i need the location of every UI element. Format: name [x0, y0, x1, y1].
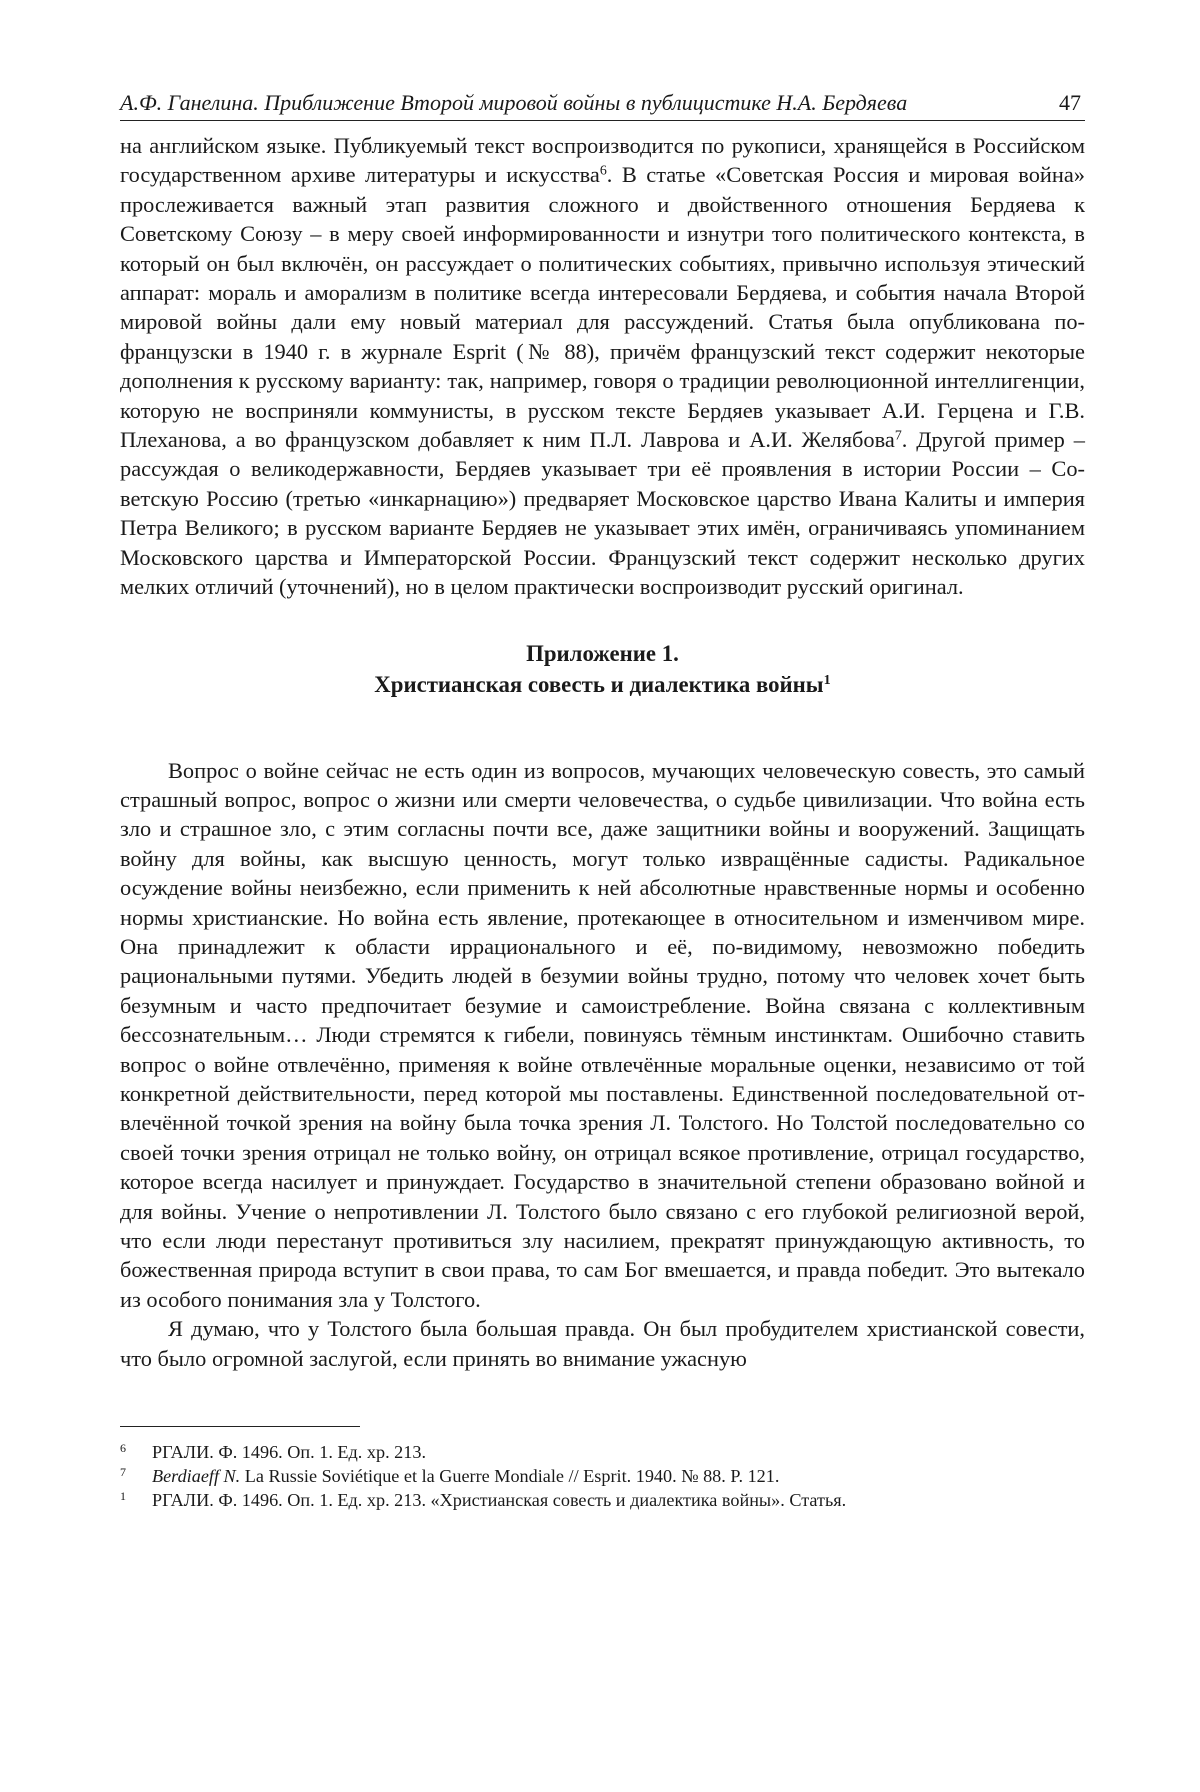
footnote-mark: 1 — [120, 1488, 126, 1503]
intro-text-3: . Другой пример – рассуждая о великодержавности, Бердяев указывает три её проявления в истории России – Советскую Россию (третью «инкарнацию») предваряет Московское царство Ивана Калиты и империя Петра Великого; в русском варианте Бердяев не указывает этих имён, ограничиваясь упоминанием Московского царства и Императорской России. Французский текст содержит несколько других мелких отличий (уточнений), но в целом практически воспроизводит русский оригинал. — [120, 427, 1085, 600]
appendix-heading-line2 — [120, 669, 1085, 700]
intro-paragraph — [120, 131, 1085, 602]
intro-text-1: на английском языке. Публикуемый текст воспроизводится по рукописи, хранящейся в Российском государственном архиве литературы и искусства — [120, 133, 1085, 188]
footnote-text: La Russie Soviétique et la Guerre Mondiale // Esprit. 1940. № 88. P. 121. — [240, 1465, 780, 1486]
footnote-6 — [120, 1441, 1085, 1465]
footnote-mark: 6 — [120, 1441, 126, 1456]
footnotes — [120, 1441, 1085, 1512]
footnote-divider — [120, 1426, 360, 1427]
footnote-1 — [120, 1489, 1085, 1513]
appendix-title: Христианская совесть и диалектика войны — [374, 671, 824, 697]
footnote-ref-1[interactable]: 1 — [823, 671, 831, 688]
footnote-7 — [120, 1465, 1085, 1489]
appendix-heading-line1: Приложение 1. — [526, 640, 679, 666]
footnote-author: Berdiaeff N. — [152, 1465, 241, 1486]
body-text — [120, 131, 1085, 1373]
footnote-text: РГАЛИ. Ф. 1496. Оп. 1. Ед. хр. 213. «Христианская совесть и диалектика войны». Статья. — [152, 1489, 847, 1510]
footnote-ref-7[interactable]: 7 — [894, 428, 902, 444]
intro-text-2: . В статье «Советская Россия и мировая война» прослеживается важный этап развития сложного и двойственного отношения Бердяева к Советскому Союзу – в меру своей информированности и изнутри того политического контекста, в который он был включён, он рассуждает о политических событиях, привычно используя этический аппарат: мораль и аморализм в политике всегда интересовали Бердяева, и события начала Второй мировой войны дали ему новый материал для рассуждений. Статья была опубликована по-французски в 1940 г. в журнале Esprit (№ 88), причём французский текст содержит некоторые дополнения к русскому варианту: так, например, говоря о традиции революционной интеллигенции, которую не восприняли коммунисты, в русском тексте Бердяев указывает А.И. Герцена и Г.В. Плеханова, а во французском добавляет к ним П.Л. Лаврова и А.И. Желябова — [120, 162, 1085, 453]
footnote-mark: 7 — [120, 1464, 126, 1479]
appendix-paragraph-2: Я думаю, что у Толстого была большая правда. Он был пробудителем христианской совести, что было огромной заслугой, если принять во внимание ужасную — [120, 1316, 1085, 1371]
running-title: А.Ф. Ганелина. Приближение Второй мировой войны в публицистике Н.А. Бердяева — [120, 90, 908, 115]
page-number: 47 — [1059, 90, 1081, 115]
page — [120, 86, 1085, 1512]
appendix-heading — [120, 638, 1085, 700]
running-header — [120, 86, 1085, 121]
appendix-paragraph-1: Вопрос о войне сейчас не есть один из вопросов, мучающих человеческую совесть, это самый страшный вопрос, вопрос о жизни или смерти человечества, о судьбе цивилизации. Что война есть зло и страшное зло, с этим согласны почти все, даже защитники войны и вооружений. Защищать войну для войны, как высшую ценность, могут только извращённые садисты. Радикальное осуждение войны неизбежно, если применить к ней абсолютные нравственные нормы и особенно нормы христианские. Но война есть явление, протекающее в относительном и изменчивом мире. Она принадлежит к области иррационального и её, по-видимому, невозможно победить рациональными путями. Убедить людей в безумии войны трудно, потому что человек хочет быть безумным и часто предпочитает безумие и самоистребление. Война связана с коллективным бессознательным… Люди стремятся к гибели, повинуясь тёмным инстинктам. Ошибочно ставить вопрос о войне отвлечённо, применяя к войне отвлечённые моральные оценки, независимо от той конкретной действительности, перед которой мы поставлены. Единственной последовательной отвлечённой точкой зрения на войну была точка зрения Л. Толстого. Но Толстой последовательно со своей точки зрения отрицал не только войну, он отрицал всякое противление, отрицал государство, которое всегда насилует и принуждает. Государство в значительной степени образовано войной и для войны. Учение о непротивлении Л. Толстого было связано с его глубокой религиозной верой, что если люди перестанут противиться злу насилием, прекратят принуждающую активность, то божественная природа вступит в свои права, то сам Бог вмешается, и правда победит. Это вытекало из особого понимания зла у Толстого. — [120, 757, 1085, 1312]
footnote-ref-6[interactable]: 6 — [599, 163, 607, 179]
footnote-text: РГАЛИ. Ф. 1496. Оп. 1. Ед. хр. 213. — [152, 1442, 426, 1463]
